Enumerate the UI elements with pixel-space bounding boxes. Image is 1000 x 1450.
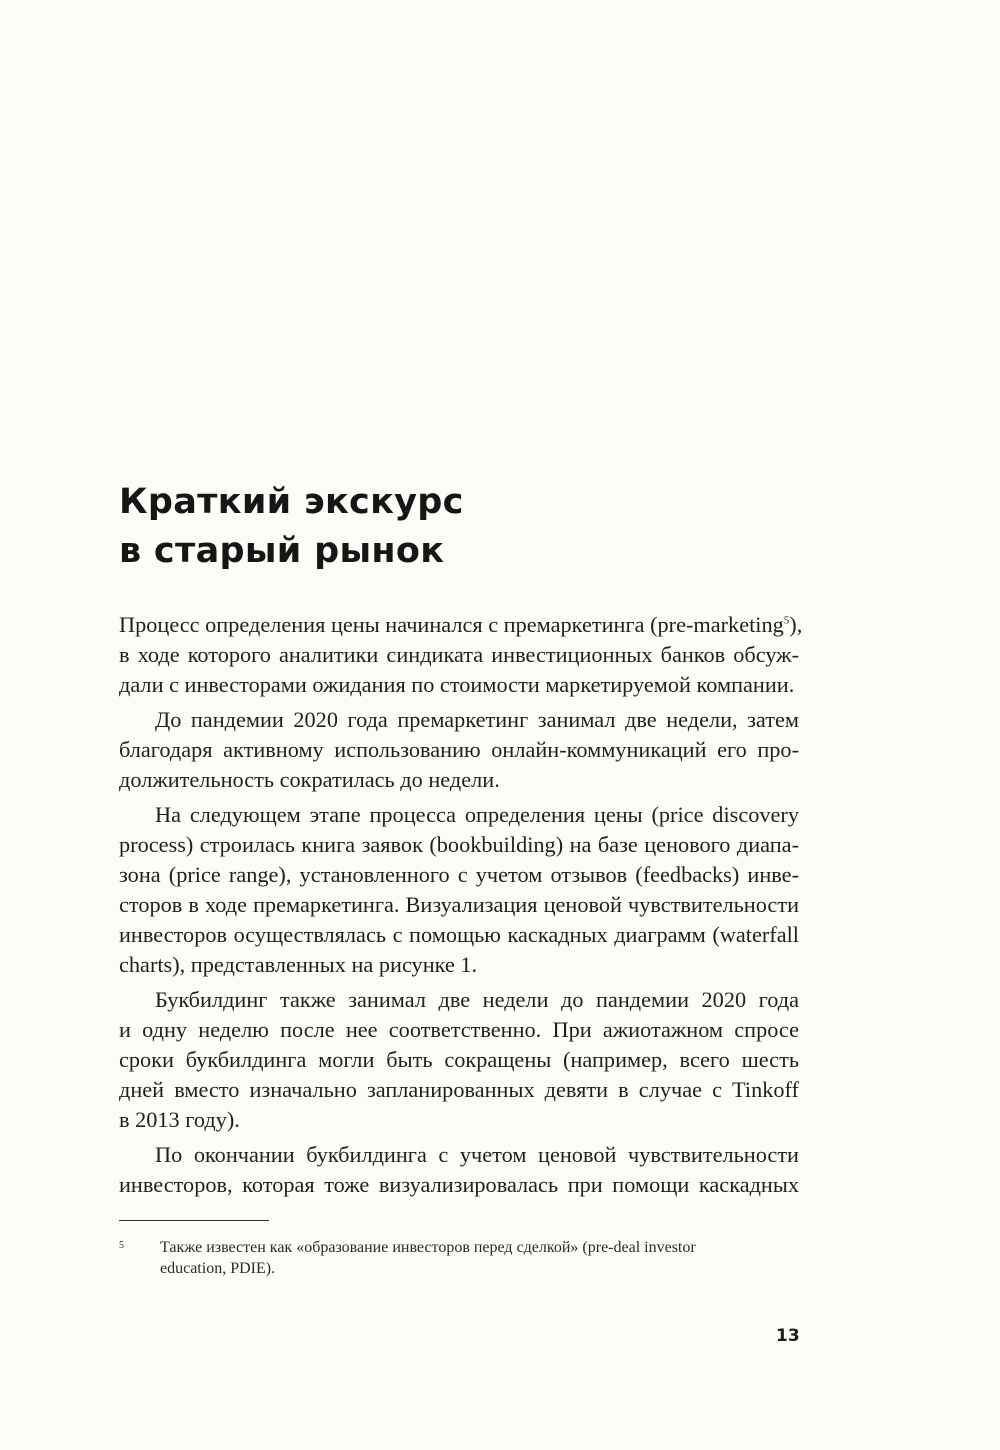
footnote-text <box>160 1237 780 1279</box>
footnote <box>119 1237 799 1279</box>
text-line: charts), представленных на рисунке 1. <box>119 952 478 977</box>
body-text <box>119 610 803 1205</box>
text-line: в ходе которого аналитики синдиката инвестиционных банков обсуж- <box>119 642 799 667</box>
text-line: На следующем этапе процесса определения цены (price discovery <box>155 802 799 827</box>
text-line: инвесторов, которая тоже визуализировалась при помощи каскадных <box>119 1172 799 1197</box>
text-line: инвесторов осуществлялась с помощью каскадных диаграмм (waterfall <box>119 922 799 947</box>
text-line-content: Процесс определения цены начинался с премаркетинга (pre-marketing <box>119 612 784 637</box>
text-line: дней вместо изначально запланированных девяти в случае с Tinkoff <box>119 1077 799 1102</box>
page-number: 13 <box>776 1326 800 1346</box>
text-line: До пандемии 2020 года премаркетинг занимал две недели, затем <box>155 707 799 732</box>
footnote-number: 5 <box>119 1240 124 1251</box>
chapter-title-line-1: Краткий экскурс <box>119 482 464 522</box>
paragraph-5 <box>119 1140 799 1200</box>
text-line-tail: ), <box>789 612 803 637</box>
text-line: По окончании букбилдинга с учетом ценовой чувствительности <box>155 1142 799 1167</box>
text-line: сторов в ходе премаркетинга. Визуализация ценовой чувствительности <box>119 892 799 917</box>
footnote-line-1: Также известен как «образование инвесторов перед сделкой» (pre-deal investor <box>160 1239 696 1256</box>
paragraph-1 <box>119 610 803 700</box>
footnote-line-2: education, PDIE). <box>160 1260 276 1277</box>
text-line: process) строилась книга заявок (bookbuilding) на базе ценового диапа- <box>119 832 799 857</box>
text-line: в 2013 году). <box>119 1107 240 1132</box>
text-line: зона (price range), установленного с учетом отзывов (feedbacks) инве- <box>119 862 799 887</box>
text-line: благодаря активному использованию онлайн-коммуникаций его про- <box>119 737 799 762</box>
chapter-title-line-2: в старый рынок <box>119 531 445 571</box>
paragraph-4 <box>119 985 799 1135</box>
footnote-reference: 5 <box>783 614 790 627</box>
chapter-title <box>119 478 464 576</box>
paragraph-3 <box>119 800 799 980</box>
text-line: дали с инвесторами ожидания по стоимости маркетируемой компании. <box>119 672 795 697</box>
text-line: должительность сократилась до недели. <box>119 767 500 792</box>
text-line: и одну неделю после нее соответственно. При ажиотажном спросе <box>119 1017 799 1042</box>
footnote-divider <box>119 1220 269 1221</box>
paragraph-2 <box>119 705 799 795</box>
text-line <box>119 610 803 640</box>
text-line: Букбилдинг также занимал две недели до пандемии 2020 года <box>155 987 799 1012</box>
text-line: сроки букбилдинга могли быть сокращены (например, всего шесть <box>119 1047 799 1072</box>
